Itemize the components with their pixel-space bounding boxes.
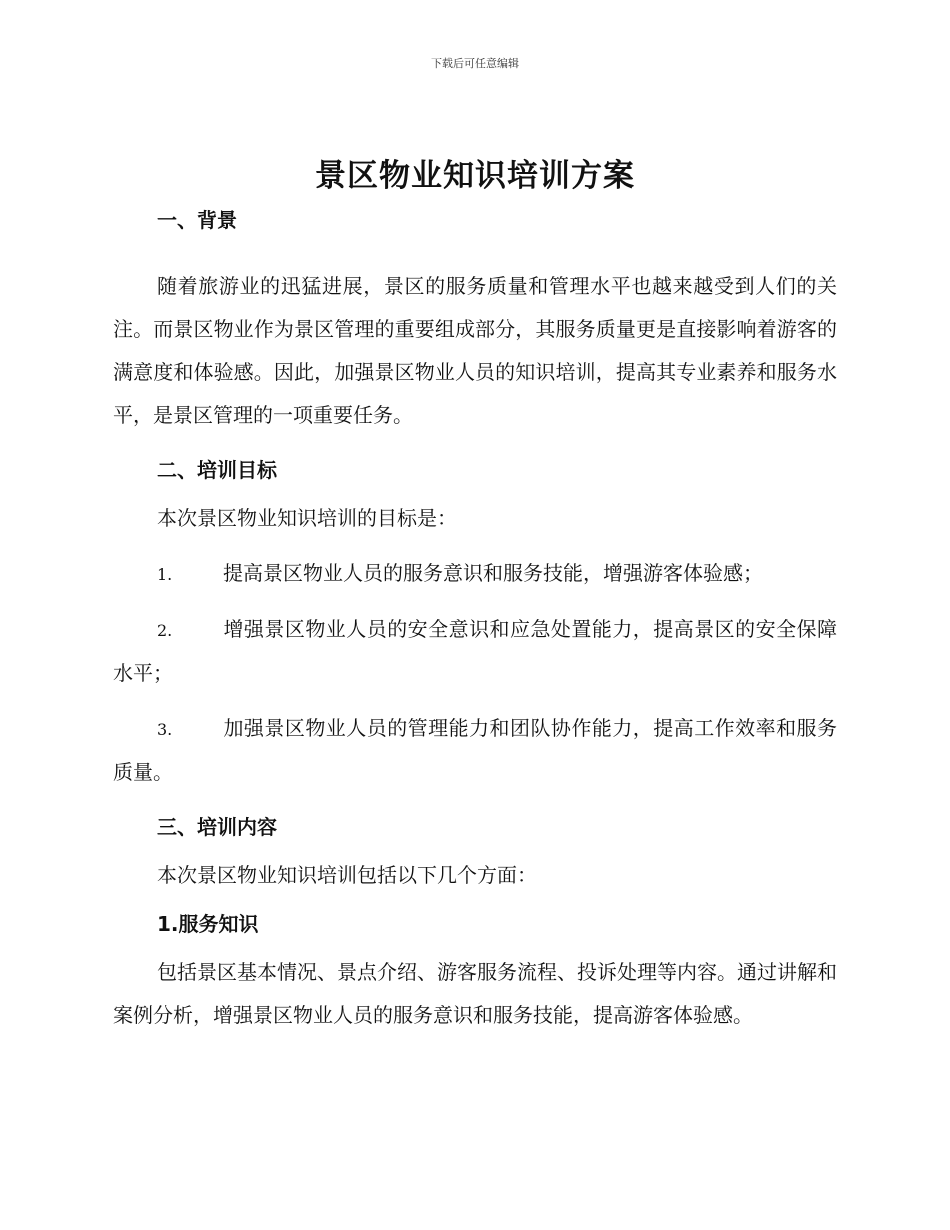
goal-number: 3. [157,720,173,739]
section-heading-goals: 二、培训目标 [157,458,277,482]
goal-number: 1. [157,565,173,584]
service-paragraph: 包括景区基本情况、景点介绍、游客服务流程、投诉处理等内容。通过讲解和案例分析，增强景区物业人员的服务意识和服务技能，提高游客体验感。 [113,960,837,1027]
goal-text: 提高景区物业人员的服务意识和服务技能，增强游客体验感； [223,561,763,585]
goal-number: 2. [157,621,173,640]
section-heading-background: 一、背景 [157,208,237,232]
document-body [113,205,837,1037]
content-intro: 本次景区物业知识培训包括以下几个方面： [157,863,537,887]
goal-list-item [113,552,837,596]
document-title: 景区物业知识培训方案 [315,158,635,194]
goal-text: 增强景区物业人员的安全意识和应急处置能力，提高景区的安全保障水平； [113,617,837,685]
goal-list-item [113,707,837,794]
goals-intro: 本次景区物业知识培训的目标是： [157,506,457,530]
background-paragraph: 随着旅游业的迅猛进展，景区的服务质量和管理水平也越来越受到人们的关注。而景区物业作为景区管理的重要组成部分，其服务质量更是直接影响着游客的满意度和体验感。因此，加强景区物业人员的知识培训，提高其专业素养和服务水平，是景区管理的一项重要任务。 [113,274,837,427]
subsection-heading-service: 1.服务知识 [157,912,259,936]
section-heading-content: 三、培训内容 [157,815,277,839]
goal-list-item [113,608,837,695]
header-note: 下载后可任意编辑 [431,57,519,70]
goal-text: 加强景区物业人员的管理能力和团队协作能力，提高工作效率和服务质量。 [113,716,837,784]
